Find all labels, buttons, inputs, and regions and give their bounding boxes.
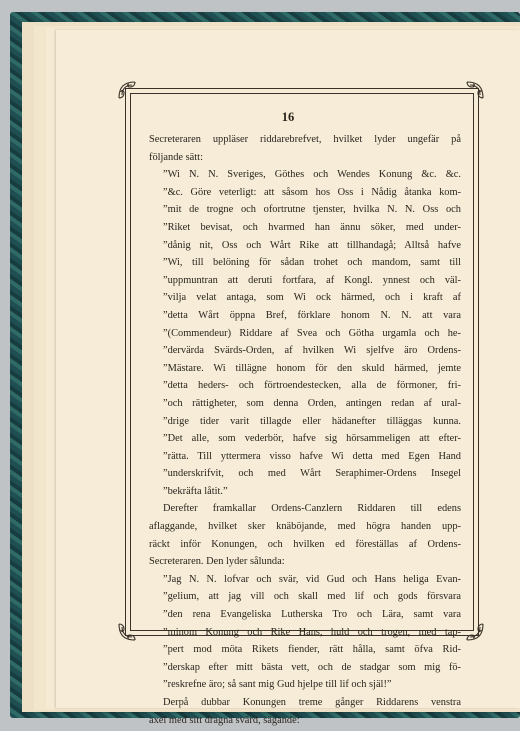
text-line: ”detta Wårt öppna Bref, förklare honom N. N. att vara [163, 309, 461, 321]
corner-ornament-icon [116, 621, 138, 643]
text-line: ”detta heders- och förtroendestecken, alla de förmoner, fri- [163, 380, 461, 392]
text-line: ”underskrifvit, och med Wårt Seraphimer-Ordens Insegel [163, 468, 461, 480]
text-line: ”drige tider varit tillagde eller hädanefter tilläggas kunna. [163, 415, 461, 427]
corner-ornament-icon [116, 79, 138, 101]
text-line: Derpå dubbar Konungen treme gånger Riddarens venstra [163, 697, 461, 708]
text-line: ”rätta. Till yttermera visso hafve Wi detta med Egen Hand [163, 450, 461, 462]
text-line: ”vilja velat antaga, som Wi ock härmed, och i kraft af [163, 292, 461, 304]
text-line: ”Riket bevisat, och hvarmed han ännu söker, med under- [163, 221, 461, 233]
text-line: ”och rättigheter, som denna Orden, antingen redan af ural- [163, 397, 461, 409]
body-text [149, 131, 461, 729]
text-line: ”Mästare. Wi tillägne honom för den skuld härmed, jemte [163, 362, 461, 374]
text-line: ”uppmuntran att deruti fortfara, af Kongl. ynnest och väl- [163, 274, 461, 286]
text-line: ”&c. Göre veterligt: att såsom hos Oss i Nådig åtanka kom- [163, 186, 461, 198]
text-line: ”reskrefne äro; så sant mig Gud hjelpe till lif och själ!” [163, 679, 392, 691]
text-line: ”den rena Evangeliska Lutherska Tro och Lära, samt vara [163, 609, 461, 621]
text-line: axel med sitt dragna svärd, sägande: [149, 714, 300, 726]
text-line: Secreteraren uppläser riddarebrefvet, hvilket lyder ungefär på [149, 134, 461, 145]
text-line: ”dervärda Svärds-Orden, af hvilken Wi sjelfve äro Ordens- [163, 345, 461, 357]
text-line: ”(Commendeur) Riddare af Svea och Götha urgamla och he- [163, 327, 461, 339]
text-line: ”derskap efter mitt bästa vett, och de stadgar som mig fö- [163, 661, 461, 673]
page-number: 16 [281, 110, 295, 124]
text-line: ”gelium, att jag vill och skall med lif och gods försvara [163, 591, 461, 603]
text-line: ”bekräfta låtit.” [163, 485, 228, 497]
text-line: ”minom Konung och Rike Hans, huld och trogen, med tap- [163, 626, 461, 638]
text-line: Secreteraren. Den lyder sålunda: [149, 556, 285, 568]
text-line: ”dånig nit, Oss och Wårt Rike att tillhandagå; Alltså hafve [163, 239, 461, 251]
text-line: räckt inför Konungen, och hvilken ed föreställas af Ordens- [149, 538, 461, 550]
corner-ornament-icon [464, 79, 486, 101]
text-line: ”mit de trogne och ofortrutne tjenster, hvilka N. N. Oss och [163, 204, 461, 216]
book-page [56, 30, 520, 726]
text-line: ”Wi, till belöning för sådan trohet och mandom, samt till [163, 257, 461, 269]
text-line: Derefter framkallar Ordens-Canzlern Riddaren till edens [163, 503, 461, 515]
corner-ornament-icon [464, 621, 486, 643]
text-line: ”pert mod möta Rikets fiender, rätt hålla, samt öfva Rid- [163, 644, 461, 656]
text-line: ”Det alle, som vederbör, hafve sig hörsammeligen att efter- [163, 433, 461, 445]
text-line: ”Wi N. N. Sveriges, Göthes och Wendes Konung &c. &c. [163, 169, 461, 181]
text-line: aflaggande, hvilket sker knäböjande, med högra handen upp- [149, 521, 461, 533]
text-line: ”Jag N. N. lofvar och svär, vid Gud och Hans heliga Evan- [163, 573, 461, 585]
text-line: följande sätt: [149, 151, 203, 163]
